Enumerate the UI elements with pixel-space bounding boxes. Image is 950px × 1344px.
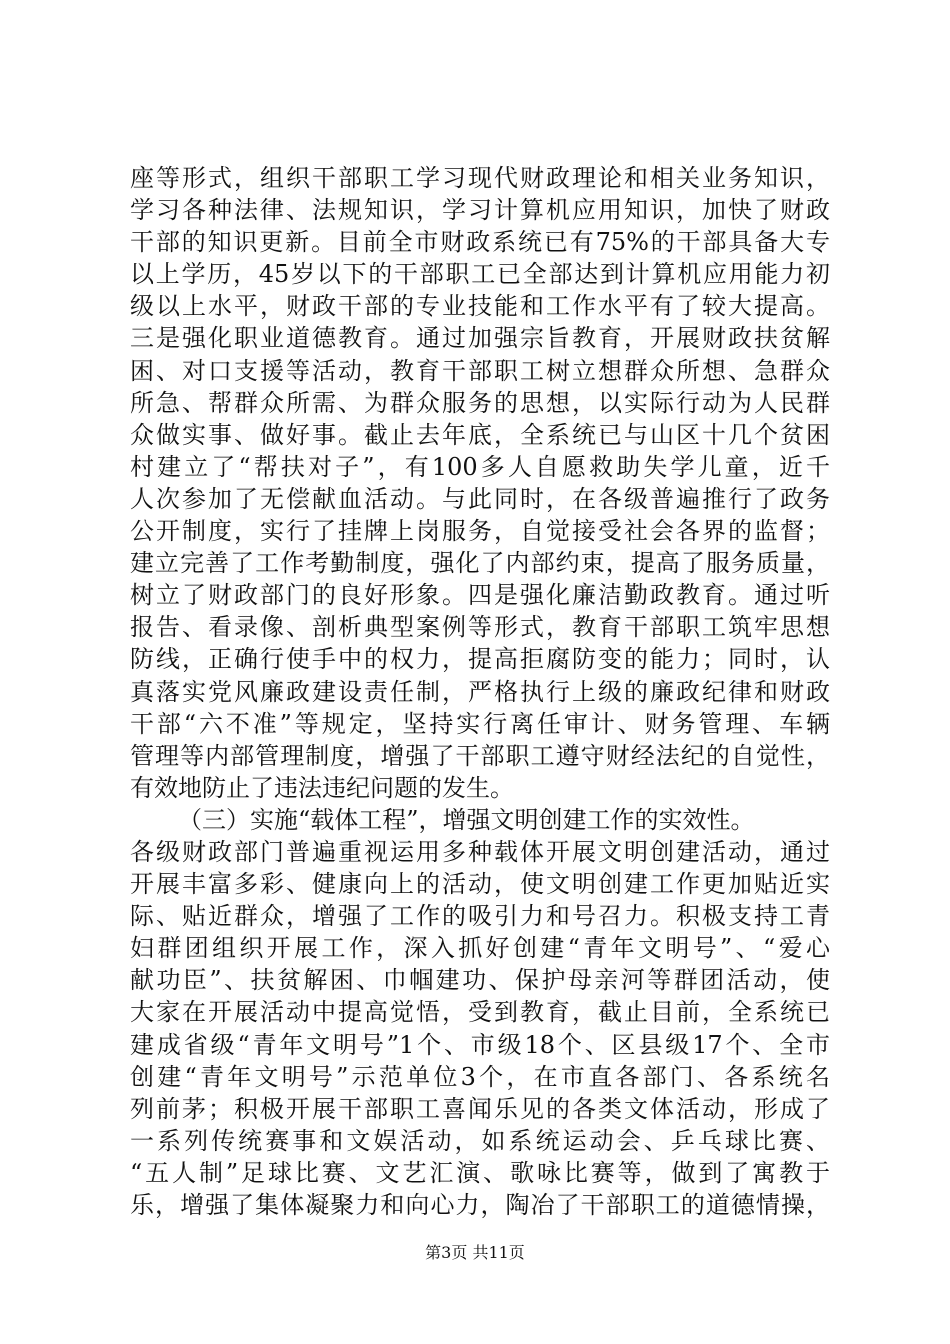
text-line: 以上学历，45岁以下的干部职工已全部达到计算机应用能力初	[130, 260, 830, 289]
text-line: 乐，增强了集体凝聚力和向心力，陶冶了干部职工的道德情操，	[130, 1191, 830, 1219]
document-body	[130, 162, 830, 1221]
text-line: 人次参加了无偿献血活动。与此同时，在各级普遍推行了政务	[130, 484, 830, 513]
text-line: 管理等内部管理制度，增强了干部职工遵守财经法纪的自觉性，	[130, 741, 830, 770]
page-footer	[0, 1242, 950, 1264]
text-line: 献功臣”、扶贫解困、巾帼建功、保护母亲河等群团活动，使	[130, 966, 830, 995]
text-line: 干部“六不准”等规定，坚持实行离任审计、财务管理、车辆	[130, 709, 830, 738]
text-line: 列前茅；积极开展干部职工喜闻乐见的各类文体活动，形成了	[130, 1094, 830, 1123]
text-line: “五人制”足球比赛、文艺汇演、歌咏比赛等，做到了寓教于	[130, 1158, 830, 1187]
page-number-label: 第3页 共11页	[425, 1243, 525, 1262]
text-line: 困、对口支援等活动，教育干部职工树立想群众所想、急群众	[130, 356, 830, 385]
text-line: 所急、帮群众所需、为群众服务的思想，以实际行动为人民群	[130, 388, 830, 417]
text-line: 树立了财政部门的良好形象。四是强化廉洁勤政教育。通过听	[130, 581, 830, 610]
text-line: 建成省级“青年文明号”1个、市级18个、区县级17个、全市	[130, 1030, 830, 1059]
text-line: 干部的知识更新。目前全市财政系统已有75%的干部具备大专	[130, 228, 830, 257]
text-line: 际、贴近群众，增强了工作的吸引力和号召力。积极支持工青	[130, 902, 830, 931]
text-line: 开展丰富多彩、健康向上的活动，使文明创建工作更加贴近实	[130, 870, 830, 899]
text-line: 妇群团组织开展工作，深入抓好创建“青年文明号”、“爱心	[130, 934, 830, 963]
text-line: 报告、看录像、剖析典型案例等形式，教育干部职工筑牢思想	[130, 613, 830, 642]
text-line: 创建“青年文明号”示范单位3个，在市直各部门、各系统名	[130, 1062, 830, 1091]
text-line: 学习各种法律、法规知识，学习计算机应用知识，加快了财政	[130, 196, 830, 225]
text-line: 防线，正确行使手中的权力，提高拒腐防变的能力；同时，认	[130, 645, 830, 674]
paragraph-end-line: 有效地防止了违法违纪问题的发生。	[130, 773, 514, 802]
text-line: 建立完善了工作考勤制度，强化了内部约束，提高了服务质量，	[130, 549, 830, 578]
text-line: 大家在开展活动中提高觉悟，受到教育，截止目前，全系统已	[130, 998, 830, 1027]
text-line: 级以上水平，财政干部的专业技能和工作水平有了较大提高。	[130, 292, 830, 321]
text-line: 一系列传统赛事和文娱活动，如系统运动会、乒乓球比赛、	[130, 1126, 830, 1155]
text-line: 座等形式，组织干部职工学习现代财政理论和相关业务知识，	[130, 164, 830, 192]
text-line: 村建立了“帮扶对子”，有100多人自愿救助失学儿童，近千	[130, 452, 830, 481]
text-line: 各级财政部门普遍重视运用多种载体开展文明创建活动，通过	[130, 837, 830, 866]
text-line: 众做实事、做好事。截止去年底，全系统已与山区十几个贫困	[130, 420, 830, 449]
text-line: 三是强化职业道德教育。通过加强宗旨教育，开展财政扶贫解	[130, 324, 830, 353]
text-line: 公开制度，实行了挂牌上岗服务，自觉接受社会各界的监督；	[130, 517, 830, 546]
text-line: 真落实党风廉政建设责任制，严格执行上级的廉政纪律和财政	[130, 677, 830, 706]
section-heading: （三）实施“载体工程”，增强文明创建工作的实效性。	[178, 805, 755, 834]
